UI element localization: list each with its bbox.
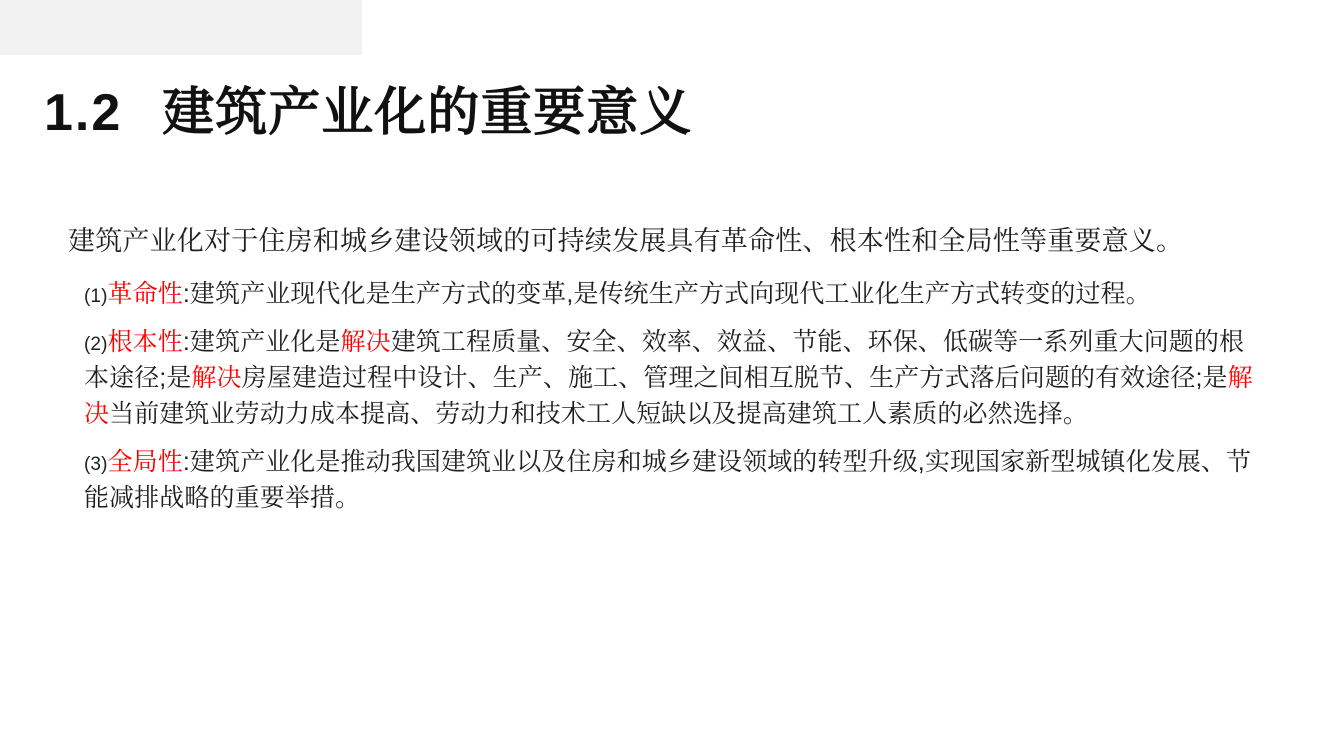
point-2 (68, 324, 1260, 432)
point-2-text-1: 建筑产业化是 (189, 328, 341, 357)
point-2-text-4: 当前建筑业劳动力成本提高、劳动力和技术工人短缺以及提高建筑工人素质的必然选择。 (109, 400, 1089, 429)
point-3 (68, 444, 1260, 516)
point-1-marker: (1) (84, 286, 108, 308)
point-1 (68, 276, 1260, 312)
title-text: 建筑产业化的重要意义 (162, 83, 693, 143)
point-3-text: 建筑产业化是推动我国建筑业以及住房和城乡建设领域的转型升级,实现国家新型城镇化发展、节能减排战略的重要举措。 (84, 448, 1252, 513)
point-1-text: 建筑产业现代化是生产方式的变革,是传统生产方式向现代工业化生产方式转变的过程。 (189, 280, 1151, 309)
slide-body (68, 222, 1260, 516)
point-3-colon: : (182, 448, 190, 477)
point-3-keyword: 全局性 (107, 448, 183, 477)
point-2-colon: : (182, 328, 190, 357)
point-3-marker: (3) (84, 454, 108, 476)
point-1-keyword: 革命性 (107, 280, 183, 309)
point-1-colon: : (182, 280, 190, 309)
point-2-highlight-1: 解决 (340, 328, 391, 357)
slide-title (44, 70, 692, 145)
point-2-marker: (2) (84, 334, 108, 356)
point-2-highlight-3: 解决 (84, 364, 1253, 429)
point-2-keyword: 根本性 (107, 328, 183, 357)
header-band (0, 0, 362, 55)
point-2-text-3: 房屋建造过程中设计、生产、施工、管理之间相互脱节、生产方式落后问题的有效途径;是 (241, 364, 1228, 393)
point-2-text-2: 建筑工程质量、安全、效率、效益、节能、环保、低碳等一系列重大问题的根本途径;是 (84, 328, 1245, 393)
title-number: 1.2 (44, 84, 123, 142)
lead-paragraph: 建筑产业化对于住房和城乡建设领域的可持续发展具有革命性、根本性和全局性等重要意义。 (68, 226, 1184, 256)
point-2-highlight-2: 解决 (191, 364, 242, 393)
